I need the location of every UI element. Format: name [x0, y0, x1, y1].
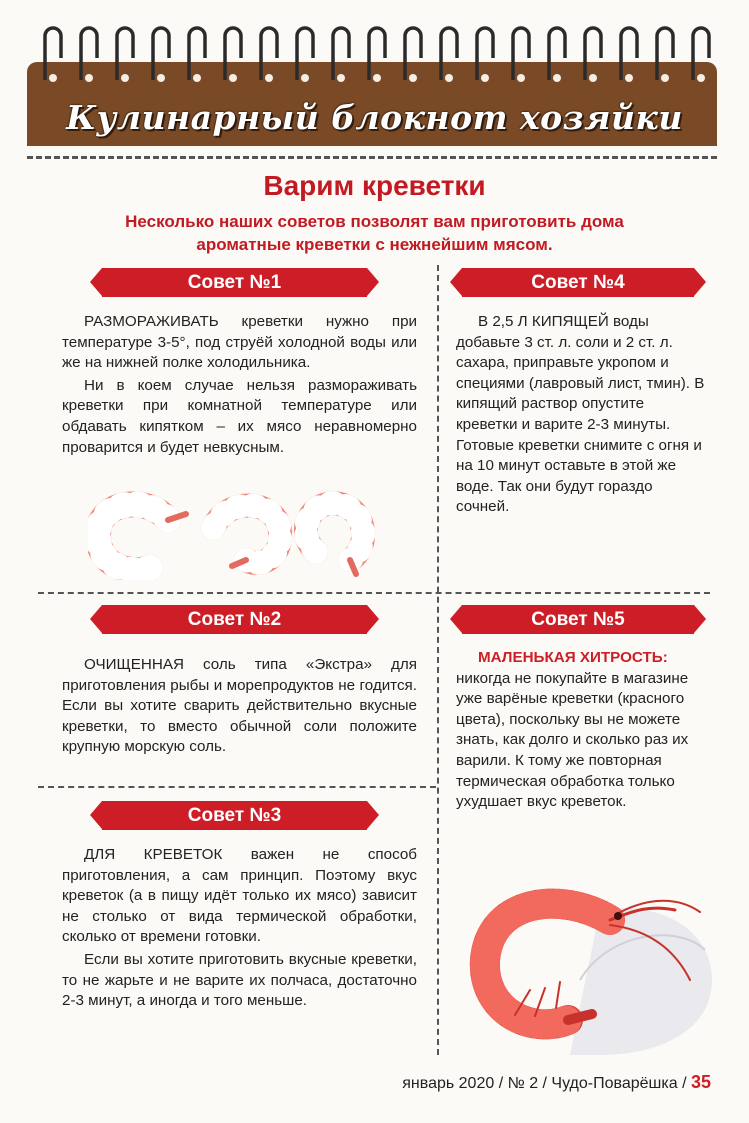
row-divider	[38, 592, 710, 594]
page-number: 35	[690, 1072, 711, 1092]
tip-4-text: В 2,5 Л КИПЯЩЕЙ воды добавьте 3 ст. л. соли и 2 ст. л. сахара, приправьте укропом и специями (лавровый лист, тмин). В кипящий раствор опустите креветки и варите 2-3 минуты. Готовые креветки снимите с огня и на 10 минут оставьте в этой же воде. Так они будут гораздо сочней.	[456, 313, 705, 516]
tip-5-hint: МАЛЕНЬКАЯ ХИТРОСТЬ:	[478, 649, 668, 666]
article-title: Варим креветки	[263, 170, 486, 201]
tip-1-text: РАЗМОРАЖИВАТЬ креветки нужно при температуре 3-5°, под струёй холодной воды или же на нижней полке холодильника. Ни в коем случае нельзя размораживать креветки при комнатной температуре или обдавать кипятком – их мясо неравномерно проварится и будет невкусным.	[62, 313, 417, 456]
tip-5-banner: Совет №5	[462, 605, 694, 634]
article-subtitle: Несколько наших советов позволят вам приготовить дома ароматные креветки с нежнейшим мясом.	[125, 212, 624, 254]
tip-1-banner: Совет №1	[102, 268, 367, 297]
tip-2-banner: Совет №2	[102, 605, 367, 634]
tip-3-text: ДЛЯ КРЕВЕТОК важен не способ приготовления, а сам принцип. Поэтому вкус креветок (а в пищу идёт только их мясо) зависит не столько от вида термической обработки, сколько от времени готовки. Если вы хотите приготовить вкусные креветки, то не жарьте и не варите их полчаса, достаточно 2-3 минут, а иногда и того меньше.	[62, 846, 417, 1010]
page-footer	[402, 1072, 711, 1093]
issue-info: январь 2020 / № 2 / Чудо-Поварёшка /	[402, 1075, 687, 1092]
section-title: Кулинарный блокнот хозяйки	[66, 98, 683, 137]
column-divider	[437, 265, 439, 1055]
header-divider	[27, 156, 717, 159]
tip-4-banner: Совет №4	[462, 268, 694, 297]
shrimp-illustration-icon	[88, 490, 378, 580]
tip-2-text: ОЧИЩЕННАЯ соль типа «Экстра» для приготовления рыбы и морепродуктов не годится. Если вы хотите сварить действительно вкусные креветки, то вместо обычной соли положите крупную морскую соль.	[62, 656, 417, 756]
tip-3-banner: Совет №3	[102, 801, 367, 830]
tip-5-text: МАЛЕНЬКАЯ ХИТРОСТЬ: никогда не покупайте в магазине уже варёные креветки (красного цвета), поскольку вы не можете знать, как долго и сколько раз их варили. К тому же повторная термическая обработка только ухудшает вкус креветок.	[456, 648, 706, 813]
tip-divider	[38, 786, 436, 788]
boiled-shrimp-icon	[450, 870, 715, 1060]
spiral-binding-icon	[35, 18, 715, 88]
